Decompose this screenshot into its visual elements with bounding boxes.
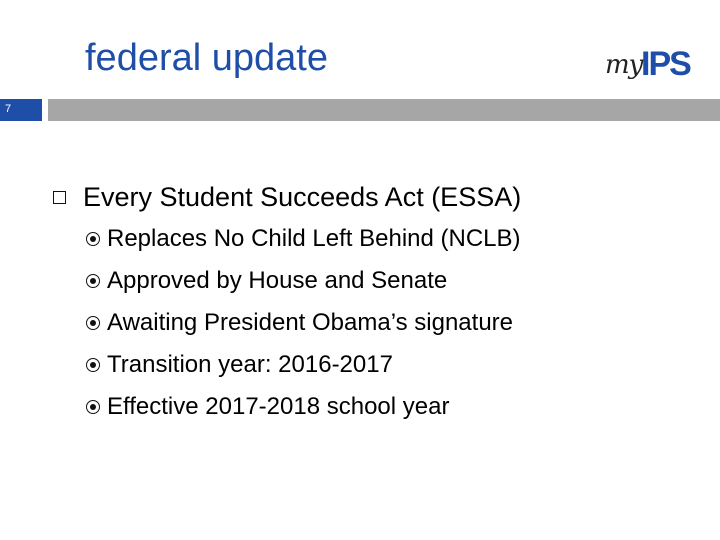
logo-my-text: my xyxy=(605,50,643,80)
header-divider-bar xyxy=(48,99,720,121)
main-bullet-heading: Every Student Succeeds Act (ESSA) xyxy=(83,182,522,212)
logo-ips-text: IPS xyxy=(641,45,690,83)
slide-number: 7 xyxy=(5,103,12,115)
square-bullet-icon xyxy=(53,191,66,204)
slide-number-box xyxy=(0,99,42,121)
list-item-text: Transition year: 2016-2017 xyxy=(107,351,393,378)
slide-title: federal update xyxy=(85,37,328,79)
circle-bullet-icon xyxy=(86,400,100,414)
circle-bullet-icon xyxy=(86,274,100,288)
list-item-text: Approved by House and Senate xyxy=(107,267,448,294)
list-item xyxy=(86,388,706,430)
circle-bullet-icon xyxy=(86,358,100,372)
list-item xyxy=(86,262,706,304)
list-item-text: Awaiting President Obama’s signature xyxy=(107,309,514,336)
circle-bullet-icon xyxy=(86,316,100,330)
list-item xyxy=(86,220,706,262)
list-item-text: Replaces No Child Left Behind (NCLB) xyxy=(107,225,521,252)
myips-logo xyxy=(605,44,705,88)
list-item xyxy=(86,346,706,388)
circle-bullet-icon xyxy=(86,232,100,246)
list-item xyxy=(86,304,706,346)
list-item-text: Effective 2017-2018 school year xyxy=(107,393,450,420)
